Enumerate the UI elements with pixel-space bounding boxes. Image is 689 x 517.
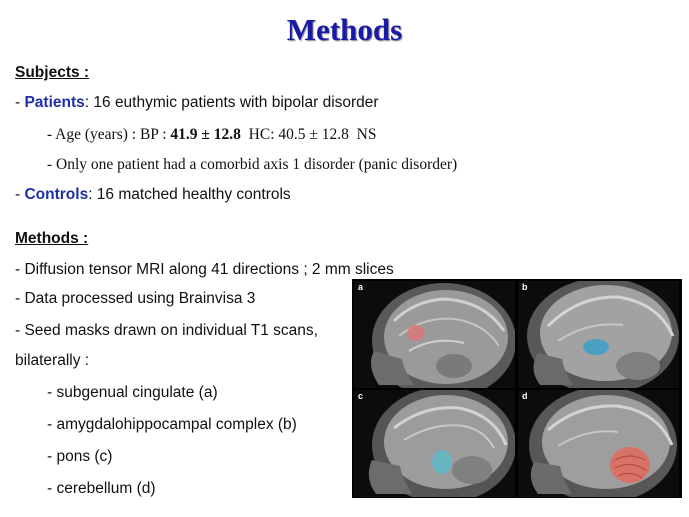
- region-item: - cerebellum (d): [47, 480, 156, 497]
- panel-label: b: [522, 282, 528, 292]
- brain-sagittal-image: [354, 390, 515, 497]
- methods-item: - Diffusion tensor MRI along 41 directions ; 2 mm slices: [15, 261, 394, 278]
- mri-panel-a: [354, 281, 515, 388]
- age-prefix: - Age (years) : BP :: [47, 126, 171, 143]
- patients-line: [15, 94, 379, 112]
- highlight-region: [432, 450, 452, 474]
- patients-text: : 16 euthymic patients with bipolar disorder: [84, 94, 379, 111]
- mri-panel-b: [518, 281, 679, 388]
- controls-prefix: -: [15, 186, 25, 203]
- brain-sagittal-image: [518, 390, 679, 497]
- methods-item: - Data processed using Brainvisa 3: [15, 290, 256, 307]
- mri-figure: [352, 279, 682, 498]
- slide-title: Methods: [286, 12, 403, 47]
- brain-sagittal-image: [518, 281, 679, 388]
- methods-item: bilaterally :: [15, 352, 90, 369]
- panel-label: a: [358, 282, 364, 292]
- patients-prefix: -: [15, 94, 25, 111]
- comorbid-line: - Only one patient had a comorbid axis 1 disorder (panic disorder): [47, 156, 458, 173]
- patients-label: Patients: [24, 94, 85, 111]
- highlight-region: [407, 325, 425, 341]
- brain-sagittal-image: [354, 281, 515, 388]
- region-item: - amygdalohippocampal complex (b): [47, 416, 297, 433]
- region-item: - pons (c): [47, 448, 113, 465]
- age-line: [47, 126, 376, 144]
- mri-panel-d: [518, 390, 679, 497]
- age-hc-value: HC: 40.5 ± 12.8 NS: [240, 126, 377, 143]
- region-item: - subgenual cingulate (a): [47, 384, 218, 401]
- controls-line: [15, 186, 291, 204]
- methods-heading: Methods :: [15, 230, 89, 247]
- age-bp-value: 41.9 ± 12.8: [170, 126, 241, 143]
- panel-label: d: [522, 391, 528, 401]
- controls-text: : 16 matched healthy controls: [88, 186, 291, 203]
- mri-panel-c: [354, 390, 515, 497]
- subjects-heading: Subjects :: [15, 64, 90, 81]
- controls-label: Controls: [24, 186, 89, 203]
- highlight-region: [583, 339, 609, 355]
- panel-label: c: [358, 391, 364, 401]
- methods-item: - Seed masks drawn on individual T1 scans,: [15, 322, 318, 339]
